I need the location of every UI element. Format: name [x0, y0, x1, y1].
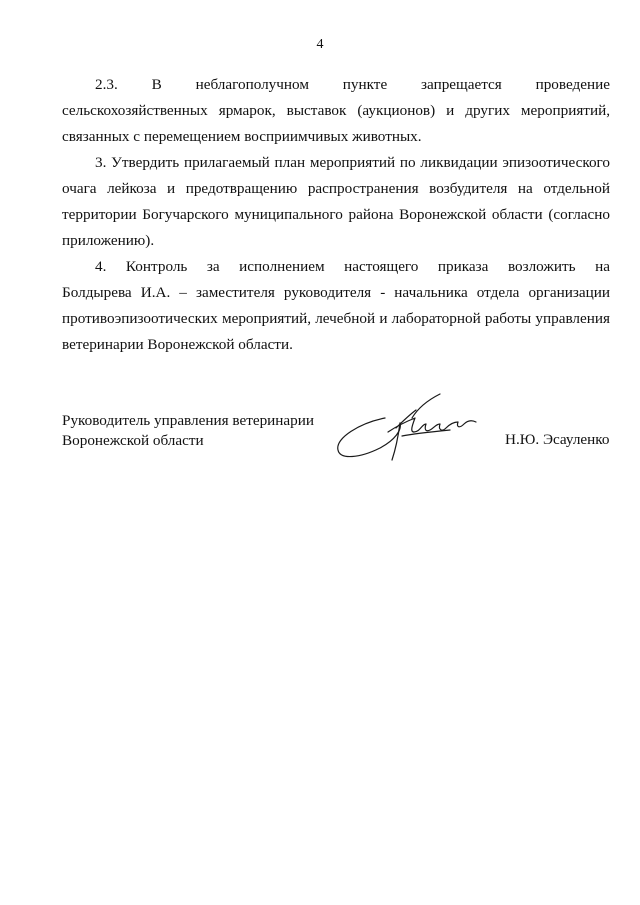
paragraph-2-3 [62, 72, 610, 150]
page-number: 4 [316, 37, 324, 52]
paragraph-3 [62, 150, 610, 254]
handwritten-signature-icon [330, 388, 480, 468]
signatory-title [62, 411, 314, 451]
signatory-title-line-1: Руководитель управления ветеринарии [62, 412, 315, 429]
paragraph-line: 3. Утвердить прилагаемый план мероприятий по ликвидации эпизоотического [95, 154, 610, 171]
paragraph-line: противоэпизоотических мероприятий, лечебной и лабораторной работы управления [62, 310, 610, 327]
paragraph-line: очага лейкоза и предотвращению распространения возбудителя на отдельной [62, 180, 610, 197]
paragraph-line: связанных с перемещением восприимчивых животных. [62, 128, 422, 145]
paragraph-line: 2.3. В неблагополучном пункте запрещается проведение [95, 76, 610, 93]
paragraph-4 [62, 254, 610, 358]
paragraph-line: Болдырева И.А. – заместителя руководителя - начальника отдела организации [62, 284, 610, 301]
paragraph-line: сельскохозяйственных ярмарок, выставок (аукционов) и других мероприятий, [62, 102, 610, 119]
signatory-title-line-2: Воронежской области [62, 432, 204, 449]
paragraph-line: приложению). [62, 232, 155, 249]
paragraph-line: территории Богучарского муниципального района Воронежской области (согласно [62, 206, 610, 223]
paragraph-line: 4. Контроль за исполнением настоящего приказа возложить на [95, 258, 610, 275]
signatory-name: Н.Ю. Эсауленко [505, 431, 610, 448]
paragraph-line: ветеринарии Воронежской области. [62, 336, 293, 353]
